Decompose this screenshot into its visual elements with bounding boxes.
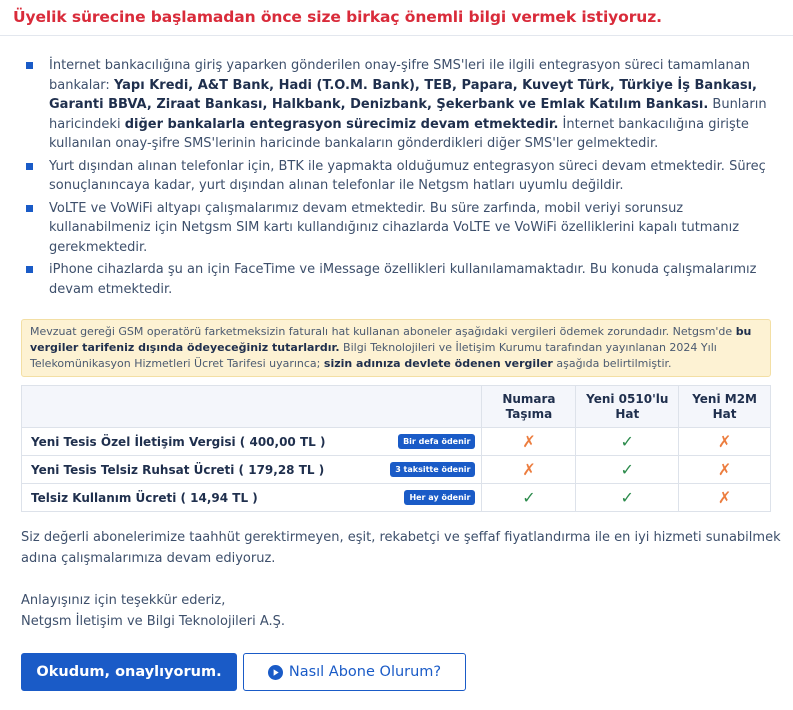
fee-name-cell (22, 456, 482, 484)
table-row (22, 428, 771, 456)
fee-name: Yeni Tesis Özel İletişim Vergisi ( 400,00 TL ) (31, 434, 326, 449)
foreign-phones-text: Yurt dışından alınan telefonlar için, BTK ile yapmakta olduğumuz entegrasyon süreci devam etmektedir. Süreç sonuçlanıncaya kadar, yurt dışından alınan telefonlar ile Netgsm hatları uyumlu değildir. (49, 158, 766, 193)
thanks-line: Anlayışınız için teşekkür ederiz, (21, 593, 226, 608)
cross-icon: ✗ (482, 428, 576, 456)
fee-name: Yeni Tesis Telsiz Ruhsat Ücreti ( 179,28 TL ) (31, 462, 325, 477)
cross-icon: ✗ (482, 456, 576, 484)
table-header-empty (22, 386, 482, 428)
payment-badge: 3 taksitte ödenir (390, 462, 475, 477)
cross-icon: ✗ (679, 456, 771, 484)
banks-sms-text: İnternet bankacılığına girişte kullanılan onay-şifre SMS'lerinin haricinde bankaların gönderdikleri diğer SMS'ler gelmektedir. (49, 116, 749, 151)
tax-table (21, 385, 771, 512)
check-icon: ✓ (576, 456, 679, 484)
bullet-square-icon (26, 205, 33, 212)
page-title: Üyelik sürecine başlamadan önce size birkaç önemli bilgi vermek istiyoruz. (13, 8, 662, 26)
check-icon: ✓ (482, 484, 576, 512)
how-to-subscribe-label: Nasıl Abone Olurum? (288, 664, 442, 680)
play-circle-icon (268, 665, 283, 680)
banks-other-text: Bunların haricindeki (49, 97, 767, 132)
info-item-foreign-phones (24, 157, 776, 196)
table-row (22, 484, 771, 512)
notice-strong-1: bu vergiler tarifeniz dışında ödeyeceğiniz tutarlardır. (30, 325, 752, 354)
fee-name-cell (22, 484, 482, 512)
table-header-row (22, 386, 771, 428)
header-new-m2m-line: Yeni M2M Hat (679, 386, 771, 428)
company-line: Netgsm İletişim ve Bilgi Teknolojileri A.Ş. (21, 614, 286, 629)
tax-notice (21, 319, 771, 377)
page-header (0, 0, 793, 36)
fee-name: Telsiz Kullanım Ücreti ( 14,94 TL ) (31, 490, 258, 505)
commitment-paragraph: Siz değerli abonelerimize taahhüt gerektirmeyen, eşit, rekabetçi ve şeffaf fiyatlandırma ile en iyi hizmeti sunabilmek adına çalışmalarımıza devam ediyoruz. (21, 530, 781, 566)
check-icon: ✓ (576, 428, 679, 456)
check-icon: ✓ (576, 484, 679, 512)
accept-button[interactable]: Okudum, onaylıyorum. (21, 653, 237, 691)
header-new-0510-line: Yeni 0510'lu Hat (576, 386, 679, 428)
info-list (24, 56, 776, 302)
info-item-iphone (24, 260, 776, 299)
bullet-square-icon (26, 163, 33, 170)
cross-icon: ✗ (679, 484, 771, 512)
info-item-volte (24, 199, 776, 258)
signature-block (21, 590, 781, 632)
notice-text-3: aşağıda belirtilmiştir. (552, 357, 672, 370)
table-row (22, 456, 771, 484)
notice-strong-2: sizin adınıza devlete ödenen vergiler (323, 357, 553, 370)
notice-text-2: Bilgi Teknolojileri ve İletişim Kurumu tarafından yayınlanan 2024 Yılı Telekomünikasyon Hizmetleri Ücret Tarifesi uyarınca; (30, 341, 717, 370)
header-number-porting: Numara Taşıma (482, 386, 576, 428)
fee-name-cell (22, 428, 482, 456)
iphone-text: iPhone cihazlarda şu an için FaceTime ve iMessage özellikleri kullanılamamaktadır. Bu konuda çalışmalarımız devam etmektedir. (49, 262, 757, 297)
cross-icon: ✗ (679, 428, 771, 456)
notice-text-1: Mevzuat gereği GSM operatörü farketmeksizin faturalı hat kullanan aboneler aşağıdaki vergileri ödemek zorundadır. Netgsm'de (30, 325, 736, 338)
volte-text: VoLTE ve VoWiFi altyapı çalışmalarımız devam etmektedir. Bu süre zarfında, mobil veriyi sorunsuz kullanabilmeniz için Netgsm SIM kartı kullandığınız cihazlarda VoLTE ve VoWiFi özelliklerini kapalı tutmanız gerekmektedir. (49, 200, 740, 255)
payment-badge: Her ay ödenir (404, 490, 475, 505)
bullet-square-icon (26, 62, 33, 69)
payment-badge: Bir defa ödenir (398, 434, 475, 449)
how-to-subscribe-button[interactable] (243, 653, 466, 691)
bullet-square-icon (26, 266, 33, 273)
banks-intro-text: İnternet bankacılığına giriş yaparken gönderilen onay-şifre SMS'leri ile ilgili entegrasyon süreci tamamlanan bankalar: (49, 58, 750, 93)
info-item-banks (24, 56, 776, 154)
banks-other-strong: diğer bankalarla entegrasyon sürecimiz devam etmektedir. (124, 116, 559, 132)
banks-list-text: Yapı Kredi, A&T Bank, Hadi (T.O.M. Bank), TEB, Papara, Kuveyt Türk, Türkiye İş Bankası, Garanti BBVA, Ziraat Bankası, Halkbank, Denizbank, Şekerbank ve Emlak Katılım Bankası. (49, 77, 757, 112)
